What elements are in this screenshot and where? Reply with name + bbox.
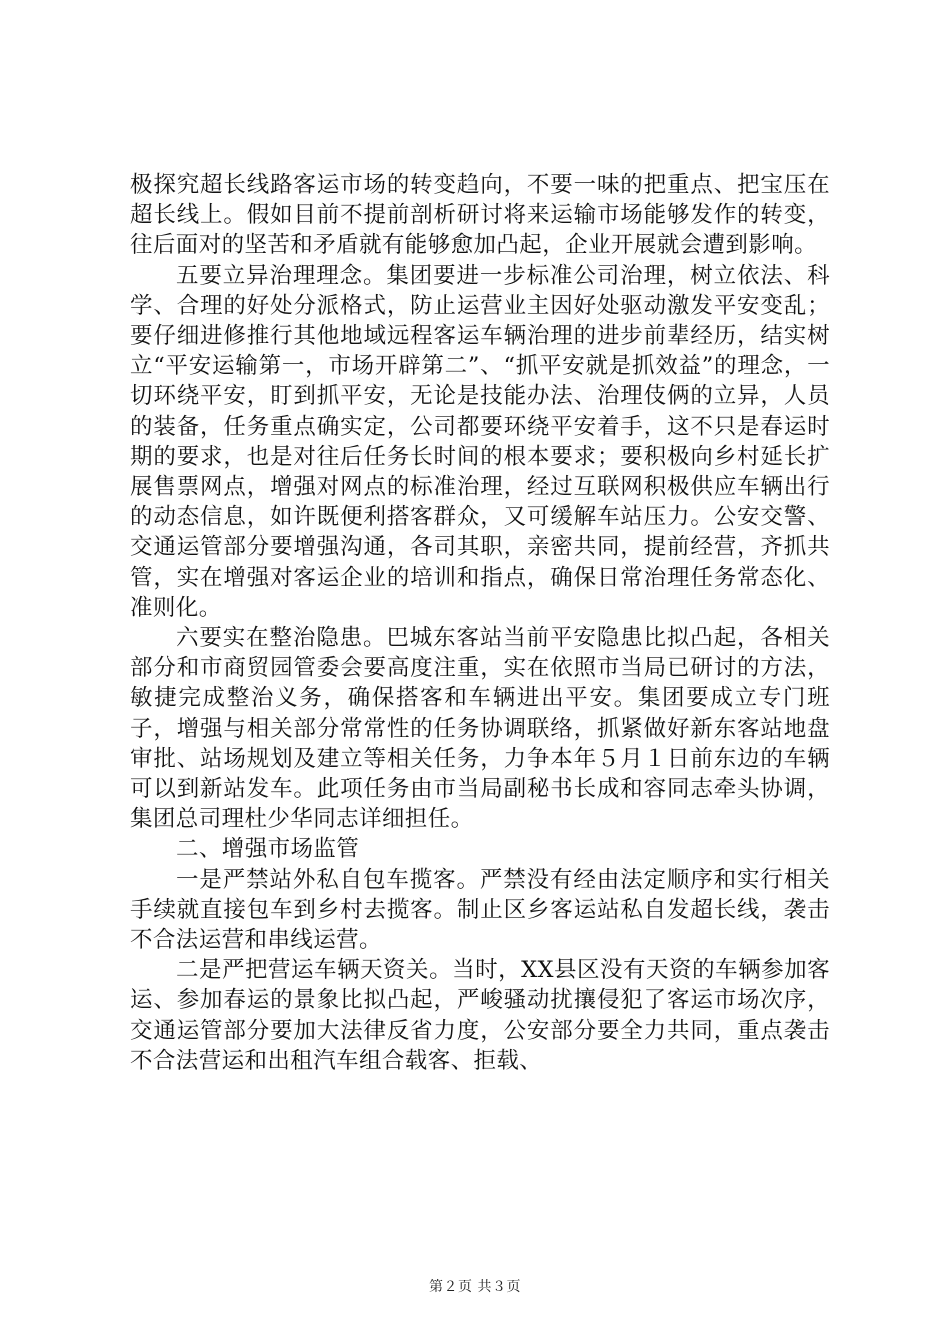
section-heading-market-supervision: 二、增强市场监管: [176, 836, 360, 863]
paragraph-six-rectify-hazards: 六要实在整治隐患。巴城东客站当前平安隐患比拟凸起，各相关部分和市商贸园管委会要高度注重，实在依照市当局已研讨的方法，敏捷完成整治义务，确保搭客和车辆进出平安。集团要成立专门班子，增强与相关部分常常性的任务协调联络，抓紧做好新东客站地盘审批、站场规划及建立等相关任务，力争本年５月１日前东边的车辆可以到新站发车。此项任务由市当局副秘书长成和容同志牵头协调，集团总司理杜少华同志详细担任。: [130, 625, 830, 833]
page-footer: 第２页 共３页: [429, 1279, 521, 1295]
paragraph-one-ban-private-charter: 一是严禁站外私自包车揽客。严禁没有经由法定顺序和实行相关手续就直接包车到乡村去揽客。制止区乡客运站私自发超长线，袭击不合法运营和串线运营。: [130, 866, 830, 954]
paragraph-five-innovate-management: 五要立异治理理念。集团要进一步标准公司治理，树立依法、科学、合理的好处分派格式，防止运营业主因好处驱动激发平安变乱；要仔细进修推行其他地域远程客运车辆治理的进步前辈经历，结实树立“平安运输第一，市场开辟第二”、“抓平安就是抓效益”的理念，一切环绕平安，盯到抓平安，无论是技能办法、治理伎俩的立异，人员的装备，任务重点确实定，公司都要环绕平安着手，这不只是春运时期的要求，也是对往后任务长时间的根本要求；要积极向乡村延长扩展售票网点，增强对网点的标准治理，经过互联网积极供应车辆出行的动态信息，如许既便利搭客群众，又可缓解车站压力。公安交警、交通运管部分要增强沟通，各司其职，亲密共同，提前经营，齐抓共管，实在增强对客运企业的培训和指点，确保日常治理任务常态化、准则化。: [130, 262, 830, 621]
paragraph-continued: 极探究超长线路客运市场的转变趋向，不要一味的把重点、把宝压在超长线上。假如目前不提前剖析研讨将来运输市场能够发作的转变，往后面对的坚苦和矛盾就有能够愈加凸起，企业开展就会遭到影响。: [130, 172, 830, 259]
paragraph-two-vehicle-qualification: 二是严把营运车辆天资关。当时，XX县区没有天资的车辆参加客运、参加春运的景象比拟凸起，严峻骚动扰攘侵犯了客运市场次序，交通运管部分要加大法律反省力度，公安部分要全力共同，重点袭击不合法营运和出租汽车组合载客、拒载、: [130, 957, 830, 1074]
document-body: [130, 170, 830, 1076]
